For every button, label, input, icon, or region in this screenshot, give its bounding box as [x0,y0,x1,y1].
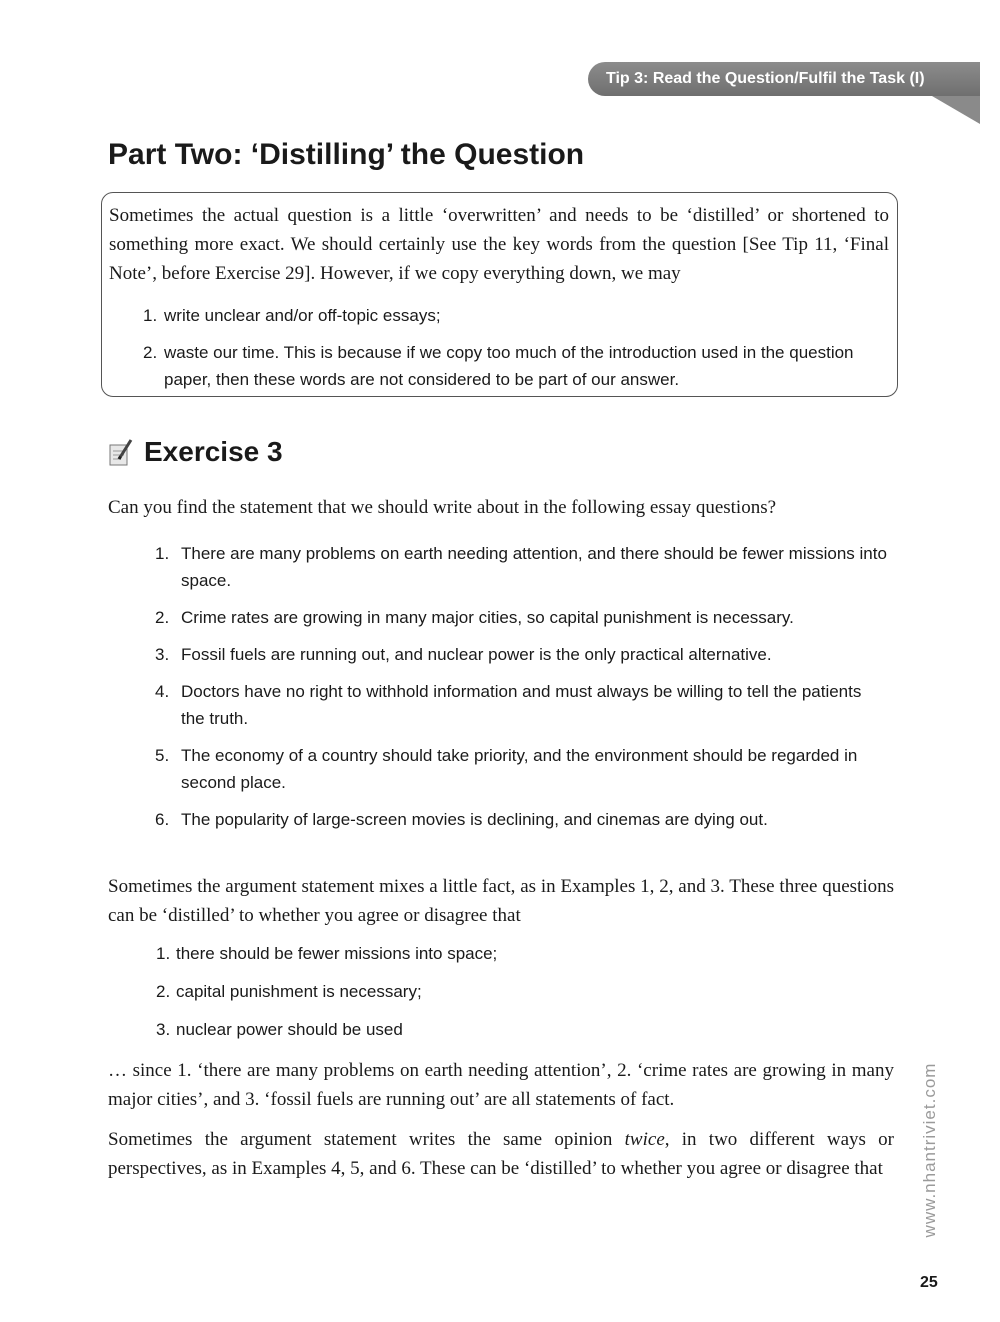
list-item: 3. Fossil fuels are running out, and nuclear power is the only practical alternative. [155,645,772,664]
distilled-list [108,940,808,1054]
emphasis-text: twice [624,1129,665,1150]
opinion-paragraph: Sometimes the argument statement writes the same opinion twice, in two different ways or perspectives, as in Examples 4, 5, and 6. These can be ‘distilled’ to whether you agree or disagree that [108,1129,894,1179]
page-number: 25 [920,1274,938,1291]
list-item: 1. there should be fewer missions into space; [156,944,498,963]
exercise-heading [108,436,283,468]
list-item: 1. There are many problems on earth needing attention, and there should be fewer missions into space. [155,544,887,590]
intro-box [101,192,898,397]
section-title: Part Two: ‘Distilling’ the Question [108,138,585,171]
box-paragraph: Sometimes the actual question is a little ‘overwritten’ and needs to be ‘distilled’ or shortened to something more exact. We should certainly use the key words from the question [See Tip 11, ‘Final Note’, before Exercise 29]. However, if we copy everything down, we may [109,205,889,284]
fact-paragraph: Sometimes the argument statement mixes a little fact, as in Examples 1, 2, and 3. These three questions can be ‘distilled’ to whether you agree or disagree that [108,876,894,926]
since-paragraph: … since 1. ‘there are many problems on earth needing attention’, 2. ‘crime rates are growing in many major cities’, and 3. ‘fossil fuels are running out’ are all statements of fact. [108,1060,894,1110]
list-item: 2. Crime rates are growing in many major cities, so capital punishment is necessary. [155,608,794,627]
tip-tab-tail [932,96,980,124]
list-item: 1. write unclear and/or off-topic essays; [143,306,441,325]
list-item: 5. The economy of a country should take priority, and the environment should be regarded in second place. [155,746,858,792]
exercise-intro: Can you find the statement that we should write about in the following essay questions? [108,497,777,518]
list-item: 4. Doctors have no right to withhold information and must always be willing to tell the patients the truth. [155,682,862,728]
tip-label: Tip 3: Read the Question/Fulfil the Task (I) [606,70,925,87]
notepad-pencil-icon [108,437,134,467]
list-item: 2. capital punishment is necessary; [156,982,422,1001]
exercise-questions [108,540,888,843]
box-list [109,302,889,393]
tip-tab [588,62,980,96]
watermark: www.nhantriviet.com [920,1062,939,1238]
list-item: 6. The popularity of large-screen movies is declining, and cinemas are dying out. [155,810,768,829]
exercise-title: Exercise 3 [144,436,283,467]
list-item: 3. nuclear power should be used [156,1020,403,1039]
list-item: 2. waste our time. This is because if we copy too much of the introduction used in the question paper, then these words are not considered to be part of our answer. [143,343,854,389]
